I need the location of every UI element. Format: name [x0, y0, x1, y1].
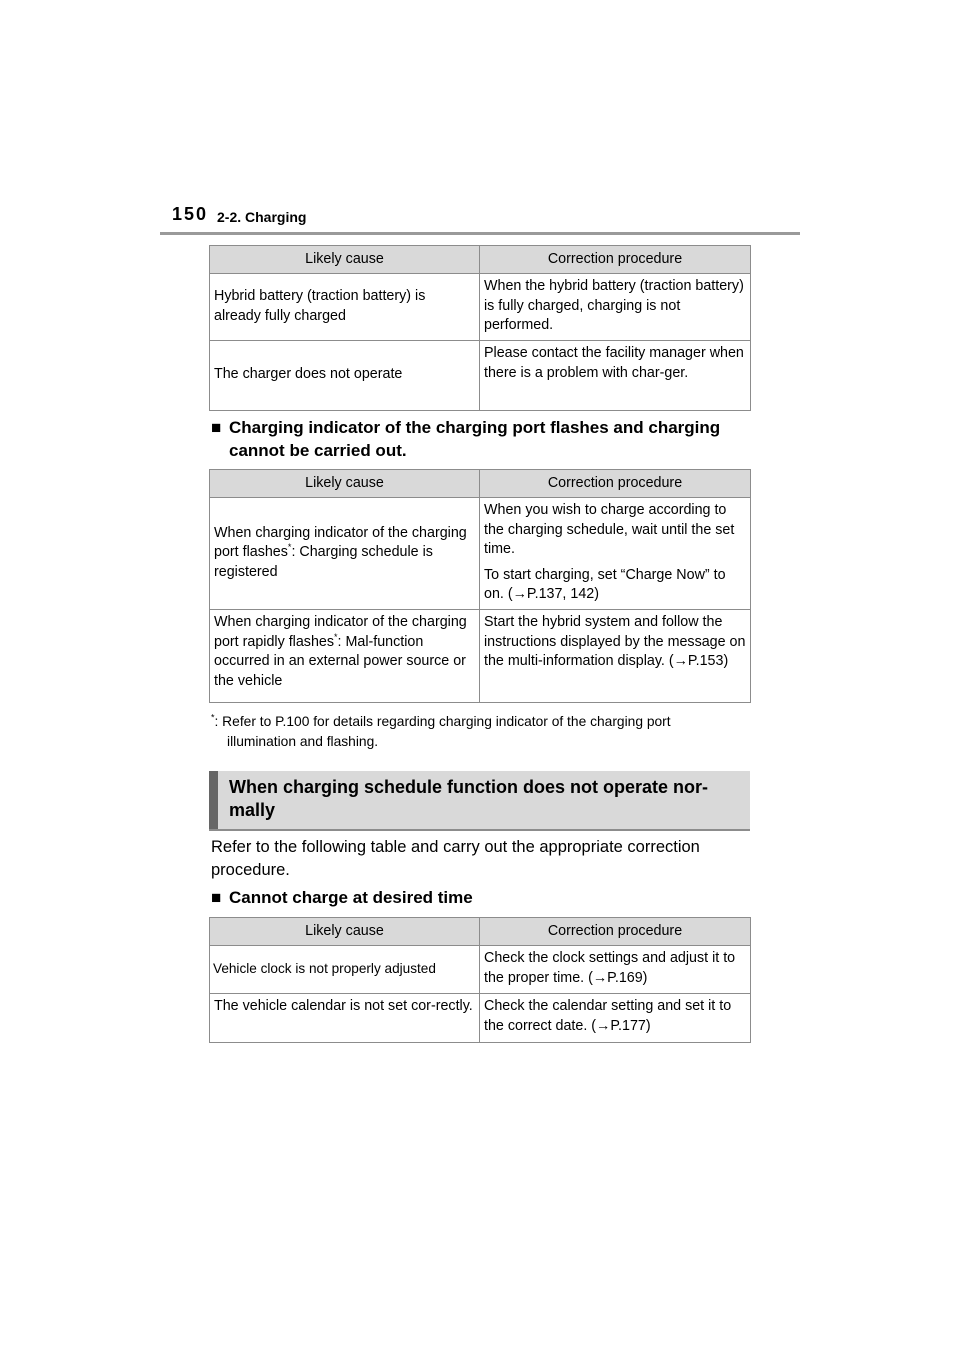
subheading-charging-indicator-flashes: [211, 416, 751, 462]
bullet-square-icon: ■: [211, 418, 222, 437]
cause-cell: [210, 498, 480, 610]
procedure-cell: Please contact the facility manager when there is a problem with char-ger.: [480, 341, 751, 411]
section-title: 2-2. Charging: [217, 209, 307, 225]
header-divider: [160, 232, 800, 235]
table-header-row: [210, 470, 751, 498]
troubleshooting-table-2: [209, 469, 751, 703]
table-row: [210, 994, 751, 1043]
footnote: [211, 712, 751, 752]
procedure-paragraph: When you wish to charge according to the charging schedule, wait until the set time.: [484, 502, 735, 557]
cause-cell: [210, 610, 480, 703]
cause-cell: Hybrid battery (traction battery) is already fully charged: [210, 274, 480, 341]
subheading-cannot-charge: [211, 886, 751, 909]
table-header-row: [210, 918, 751, 946]
cause-cell: The vehicle calendar is not set cor-rectly.: [210, 994, 480, 1043]
section-banner: [209, 771, 750, 831]
cause-text: When charging indicator of the charging port rapidly flashes: [214, 614, 467, 650]
footnote-marker: *: [211, 712, 215, 723]
footnote-text: : Refer to P.100 for details regarding charging indicator of the charging port: [214, 714, 671, 729]
page-header: [0, 0, 960, 240]
footnote-marker: *: [334, 631, 338, 642]
cause-text-cont: : Charging schedule is registered: [214, 544, 433, 580]
table-row: [210, 274, 751, 341]
troubleshooting-table-3: [209, 917, 751, 1043]
subheading-text: Cannot charge at desired time: [229, 888, 473, 907]
procedure-cell: Check the clock settings and adjust it to the proper time. (→P.169): [480, 946, 751, 994]
procedure-cell: Start the hybrid system and follow the instructions displayed by the message on the multi-information display. (→P.153): [480, 610, 751, 703]
column-header-procedure: Correction procedure: [480, 918, 751, 946]
cause-cell: The charger does not operate: [210, 341, 480, 411]
footnote-marker: *: [287, 542, 292, 553]
procedure-cell: [480, 498, 751, 610]
table-row: [210, 498, 751, 610]
bullet-square-icon: ■: [211, 888, 222, 907]
troubleshooting-table-1: [209, 245, 751, 411]
procedure-cell: Check the calendar setting and set it to the correct date. (→P.177): [480, 994, 751, 1043]
cause-text: When charging indicator of the charging port flashes: [214, 524, 467, 561]
footnote-text-cont: illumination and flashing.: [227, 734, 379, 749]
table-row: [210, 946, 751, 994]
subheading-text: Charging indicator of the charging port flashes and charging cannot be carried out.: [229, 418, 721, 460]
column-header-cause: Likely cause: [210, 918, 480, 946]
cause-cell: Vehicle clock is not properly adjusted: [210, 946, 480, 994]
body-paragraph: Refer to the following table and carry out the appropriate correction procedure.: [211, 838, 700, 879]
banner-accent-bar: [209, 771, 218, 829]
column-header-cause: Likely cause: [210, 246, 480, 274]
procedure-paragraph: To start charging, set “Charge Now” to on. (→P.137, 142): [484, 566, 726, 602]
column-header-cause: Likely cause: [210, 470, 480, 498]
cause-text-cont: : Mal-function occurred in an external power source or the vehicle: [214, 633, 466, 689]
table-header-row: [210, 246, 751, 274]
column-header-procedure: Correction procedure: [480, 246, 751, 274]
banner-title: When charging schedule function does not operate nor-mally: [229, 777, 709, 820]
page-number: 150: [172, 204, 209, 224]
table-row: [210, 610, 751, 703]
procedure-cell: When the hybrid battery (traction battery) is fully charged, charging is not performed.: [480, 274, 751, 341]
table-row: [210, 341, 751, 411]
column-header-procedure: Correction procedure: [480, 470, 751, 498]
